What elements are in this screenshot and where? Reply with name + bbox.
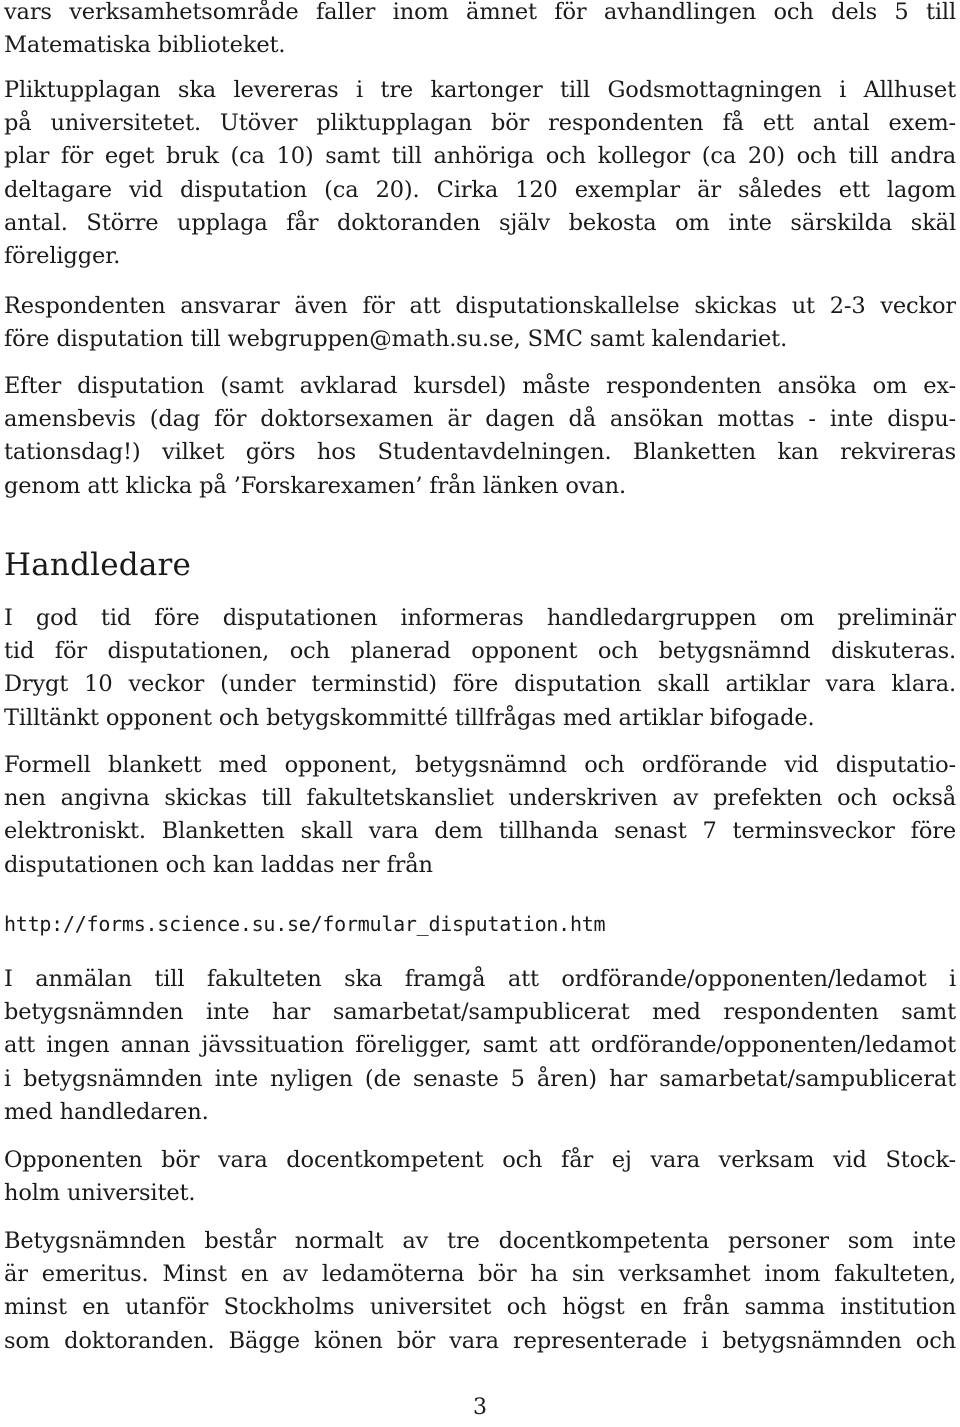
disputation-form-link[interactable]: http://forms.science.su.se/formular_disputation.htm [4,912,606,936]
text-line: vars verksamhetsområde faller inom ämnet för avhandlingen och dels 5 till [4,0,956,25]
text-line: Opponenten bör vara docentkompetent och får ej vara verksam vid Stock- [4,1147,956,1173]
paragraph-8 [4,1144,956,1210]
text-line: Efter disputation (samt avklarad kursdel) måste respondenten ansöka om ex- [4,373,956,399]
text-line: nen angivna skickas till fakultetskansliet underskriven av prefekten och också [4,785,956,812]
text-line: amensbevis (dag för doktorsexamen är dagen då ansökan mottas - inte dispu- [4,406,956,433]
text-line: att ingen annan jävssituation föreligger, samt att ordförande/opponenten/ledamot [4,1032,956,1059]
text-line: är emeritus. Minst en av ledamöterna bör ha sin verksamhet inom fakulteten, [4,1261,956,1288]
paragraph-2 [4,74,956,273]
text-line: Betygsnämnden består normalt av tre docentkompetenta personer som inte [4,1228,956,1254]
text-line: Tilltänkt opponent och betygskommitté tillfrågas med artiklar bifogade. [4,704,815,731]
paragraph-3 [4,290,956,356]
document-page [4,0,956,1427]
text-line: holm universitet. [4,1180,196,1207]
paragraph-4 [4,370,956,503]
paragraph-7 [4,963,956,1129]
text-line: I god tid före disputationen informeras handledargruppen om preliminär [4,605,956,631]
page-number: 3 [473,1395,487,1420]
text-line: I anmälan till fakulteten ska framgå att ordförande/opponenten/ledamot i [4,966,956,992]
text-line: genom att klicka på ’Forskarexamen’ från länken ovan. [4,472,626,499]
text-line: elektroniskt. Blanketten skall vara dem tillhanda senast 7 terminsveckor före [4,818,956,845]
paragraph-5 [4,602,956,735]
text-line: Pliktupplagan ska levereras i tre kartonger till Godsmottagningen i Allhuset [4,77,956,103]
section-heading: Handledare [4,547,192,583]
text-line: tationsdag!) vilket görs hos Studentavdelningen. Blanketten kan rekvireras [4,439,956,466]
text-line: Matematiska biblioteket. [4,32,286,59]
paragraph-1 [4,0,956,62]
text-line: Formell blankett med opponent, betygsnämnd och ordförande vid disputatio- [4,752,956,778]
paragraph-6 [4,749,956,882]
text-line: som doktoranden. Bägge könen bör vara representerade i betygsnämnden och [4,1327,956,1354]
text-line: Drygt 10 veckor (under terminstid) före disputation skall artiklar vara klara. [4,671,956,698]
text-line: på universitetet. Utöver pliktupplagan bör respondenten få ett antal exem- [4,110,956,137]
text-line: Respondenten ansvarar även för att disputationskallelse skickas ut 2-3 veckor [4,293,956,319]
text-line: antal. Större upplaga får doktoranden själv bekosta om inte särskilda skäl [4,209,956,236]
paragraph-9 [4,1225,956,1358]
text-line: plar för eget bruk (ca 10) samt till anhöriga och kollegor (ca 20) och till andra [4,143,956,170]
text-line: disputationen och kan laddas ner från [4,851,433,878]
text-line: betygsnämnden inte har samarbetat/sampublicerat med respondenten samt [4,999,956,1026]
text-line: deltagare vid disputation (ca 20). Cirka 120 exemplar är således ett lagom [4,176,956,203]
text-line: i betygsnämnden inte nyligen (de senaste 5 åren) har samarbetat/sampublicerat [4,1065,956,1092]
text-line: minst en utanför Stockholms universitet och högst en från samma institution [4,1294,956,1321]
text-line: före disputation till webgruppen@math.su.se, SMC samt kalendariet. [4,326,788,353]
text-line: föreligger. [4,242,121,269]
text-line: med handledaren. [4,1098,209,1125]
text-line: tid för disputationen, och planerad opponent och betygsnämnd diskuteras. [4,638,956,665]
